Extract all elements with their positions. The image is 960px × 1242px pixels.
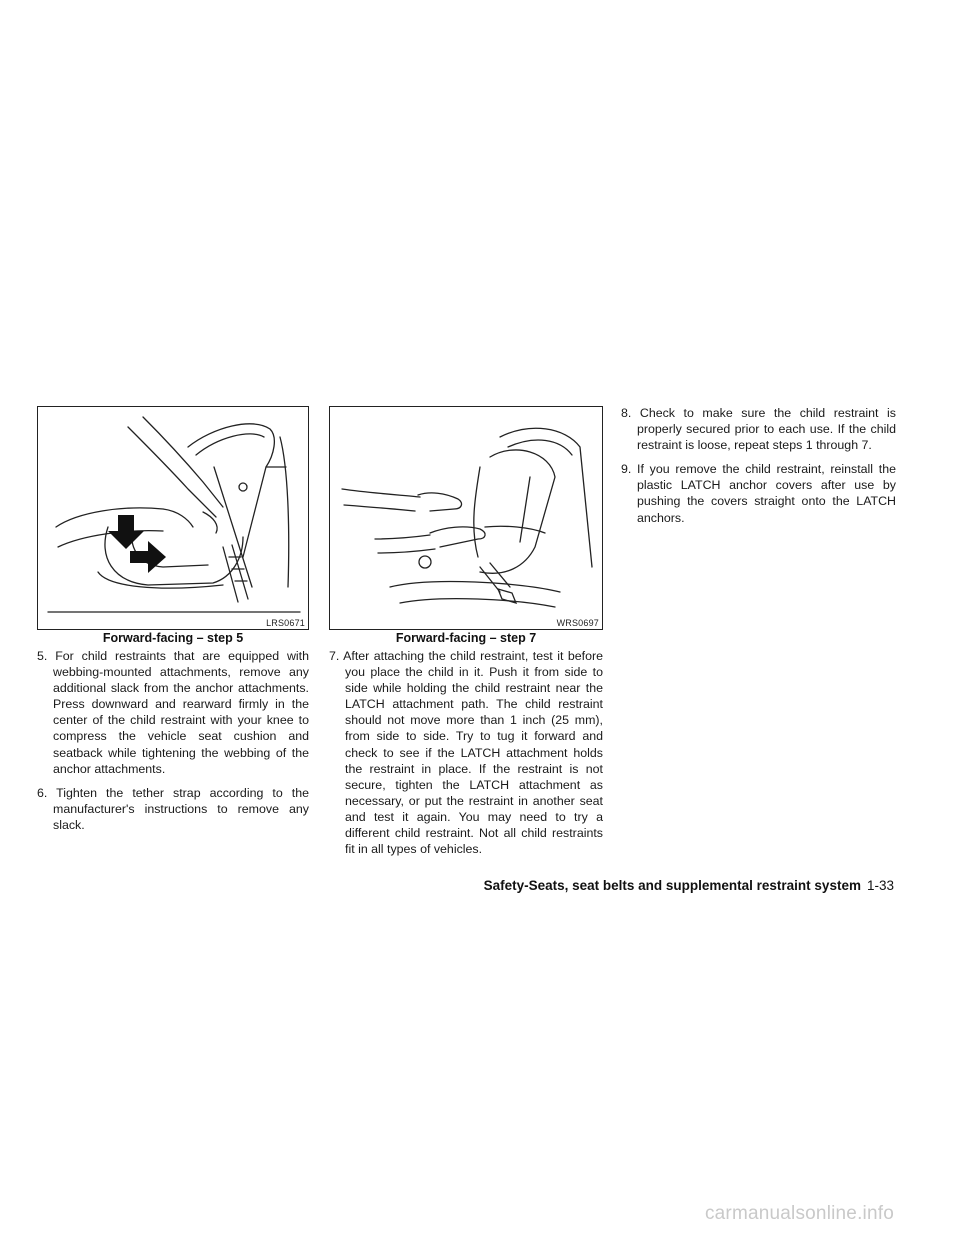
page-number: 1-33 [866,878,894,893]
step-8-text: 8. Check to make sure the child restraint is properly secured prior to each use. If the child restraint is loose, repeat steps 1 through 7. [621,406,896,453]
figure-caption: Forward-facing – step 7 [395,631,537,645]
child-restraint-side-test-illustration [330,407,602,629]
figure-code: LRS0671 [266,618,305,628]
figure-code: WRS0697 [556,618,599,628]
text-column-3 [621,405,896,534]
figure-forward-facing-step-7 [329,406,603,630]
step-6-text: 6. Tighten the tether strap according to the manufacturer's instructions to remove any slack. [37,785,309,832]
page-footer [484,878,894,893]
figure-caption: Forward-facing – step 5 [102,631,244,645]
site-watermark: carmanualsonline.info [704,1203,894,1224]
arrow-down-icon [108,515,144,549]
step-5-text: 5. For child restraints that are equipped with webbing-mounted attachments, remove any additional slack from the anchor attachments. Press downward and rearward firmly in the center of the child restraint with your knee to compress the vehicle seat cushion and seatback while tightening the webbing of the anchor attachments. [37,649,309,776]
text-column-1 [37,648,309,841]
step-7-text: 7. After attaching the child restraint, test it before you place the child in it. Push it from side to side while holding the child restraint near the LATCH attachment path. The child restraint should not move more than 1 inch (25 mm), from side to side. Try to tug it forward and check to see if the LATCH attachment holds the restraint in place. If the restraint is not secure, tighten the LATCH attachment as necessary, or put the restraint in another seat and test it again. You may need to try a different child restraint. Not all child restraints fit in all types of vehicles. [329,649,603,857]
child-restraint-knee-press-illustration [38,407,308,629]
arrow-right-icon [130,541,166,573]
step-9-text: 9. If you remove the child restraint, reinstall the plastic LATCH anchor covers after use by pushing the covers straight onto the LATCH anchors. [621,462,896,525]
press-arrows [108,515,166,573]
text-column-2 [329,648,603,865]
figure-forward-facing-step-5 [37,406,309,630]
section-title: Safety-Seats, seat belts and supplemental restraint system [483,878,861,893]
